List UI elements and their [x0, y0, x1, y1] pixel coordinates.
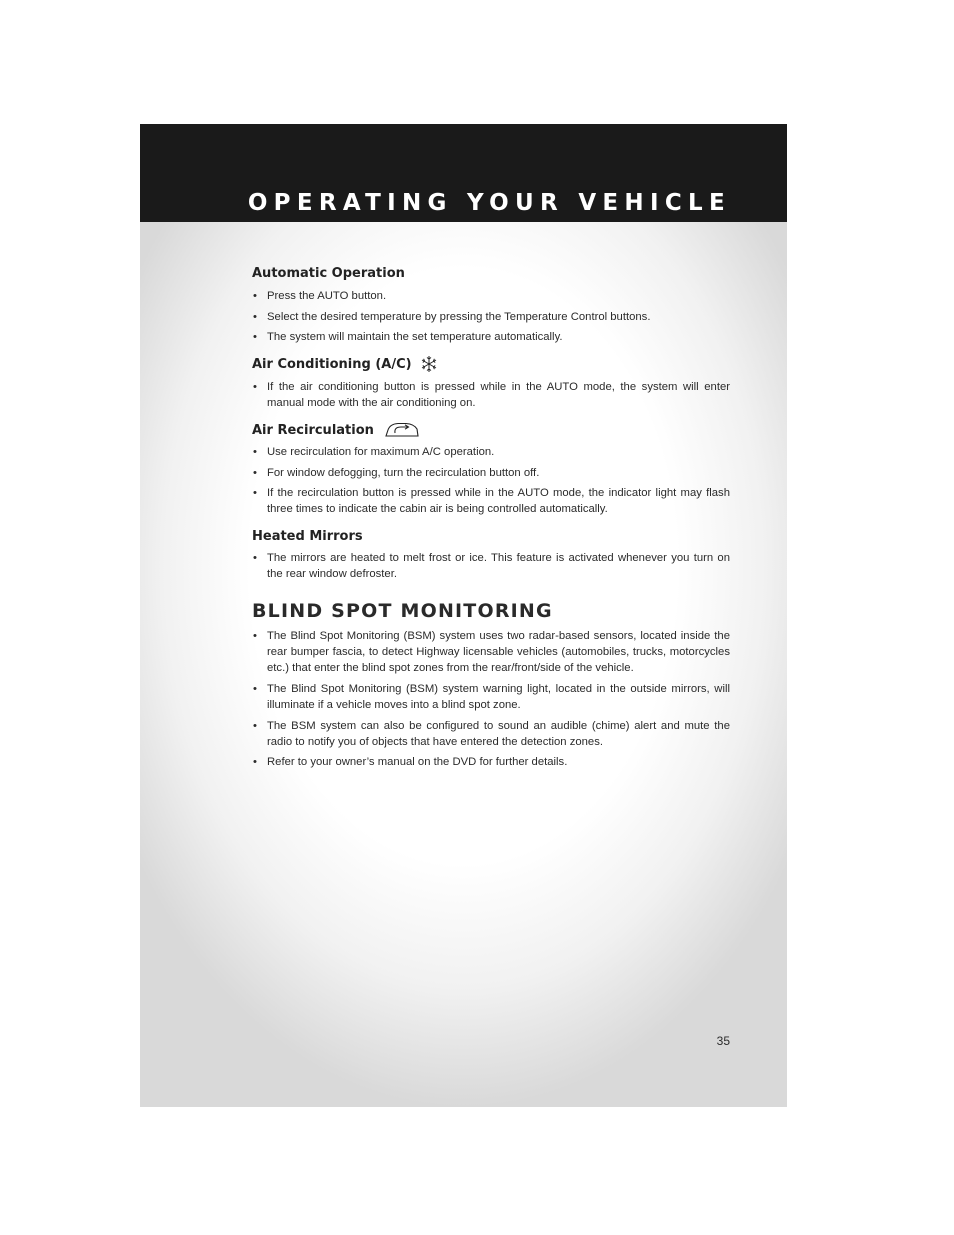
- list-item: • The Blind Spot Monitoring (BSM) system uses two radar-based sensors, located inside the rear bumper fascia, to detect Highway licensable vehicles (automobiles, trucks, motorcycles etc.) that enter the blind spot zones from the rear/front/side of the vehicle.: [253, 630, 730, 674]
- list-item: • The BSM system can also be configured to sound an audible (chime) alert and mute the radio to notify you of objects that have entered the detection zones.: [253, 720, 730, 748]
- list-item: • The Blind Spot Monitoring (BSM) system warning light, located in the outside mirrors, will illuminate if a vehicle moves into a blind spot zone.: [253, 683, 730, 711]
- air-recirculation-heading: Air Recirculation: [252, 421, 730, 439]
- page-number: 35: [716, 1034, 730, 1048]
- list-item: • If the air conditioning button is pressed while in the AUTO mode, the system will enter manual mode with the air conditioning on.: [253, 381, 730, 409]
- heated-mirrors-list: [252, 550, 730, 582]
- list-item: • For window defogging, turn the recirculation button off.: [253, 467, 540, 479]
- list-item: • Select the desired temperature by pressing the Temperature Control buttons.: [253, 311, 651, 323]
- air-conditioning-heading: Air Conditioning (A/C): [252, 355, 730, 373]
- page-header-title: OPERATING YOUR VEHICLE: [247, 190, 731, 216]
- list-item: • The mirrors are heated to melt frost or ice. This feature is activated whenever you turn on the rear window defroster.: [253, 552, 730, 580]
- snowflake-icon: [420, 355, 438, 373]
- air-conditioning-list: [252, 379, 730, 411]
- blind-spot-monitoring-list: [252, 628, 730, 770]
- list-item: • Press the AUTO button.: [253, 290, 387, 302]
- list-item: • Refer to your owner’s manual on the DVD for further details.: [253, 756, 568, 768]
- recirculation-icon: [384, 421, 420, 439]
- manual-page: [140, 124, 787, 1107]
- list-item: • If the recirculation button is pressed while in the AUTO mode, the indicator light may flash three times to indicate the cabin air is being controlled automatically.: [253, 487, 730, 515]
- blind-spot-monitoring-heading: BLIND SPOT MONITORING: [252, 600, 553, 622]
- list-item: • The system will maintain the set temperature automatically.: [253, 331, 563, 343]
- header-band: [140, 124, 787, 222]
- automatic-operation-heading: Automatic Operation: [252, 265, 405, 281]
- heated-mirrors-heading: Heated Mirrors: [252, 528, 363, 544]
- automatic-operation-list: [252, 288, 730, 345]
- air-recirculation-list: [252, 444, 730, 517]
- page-content: [252, 264, 730, 770]
- list-item: • Use recirculation for maximum A/C operation.: [253, 446, 495, 458]
